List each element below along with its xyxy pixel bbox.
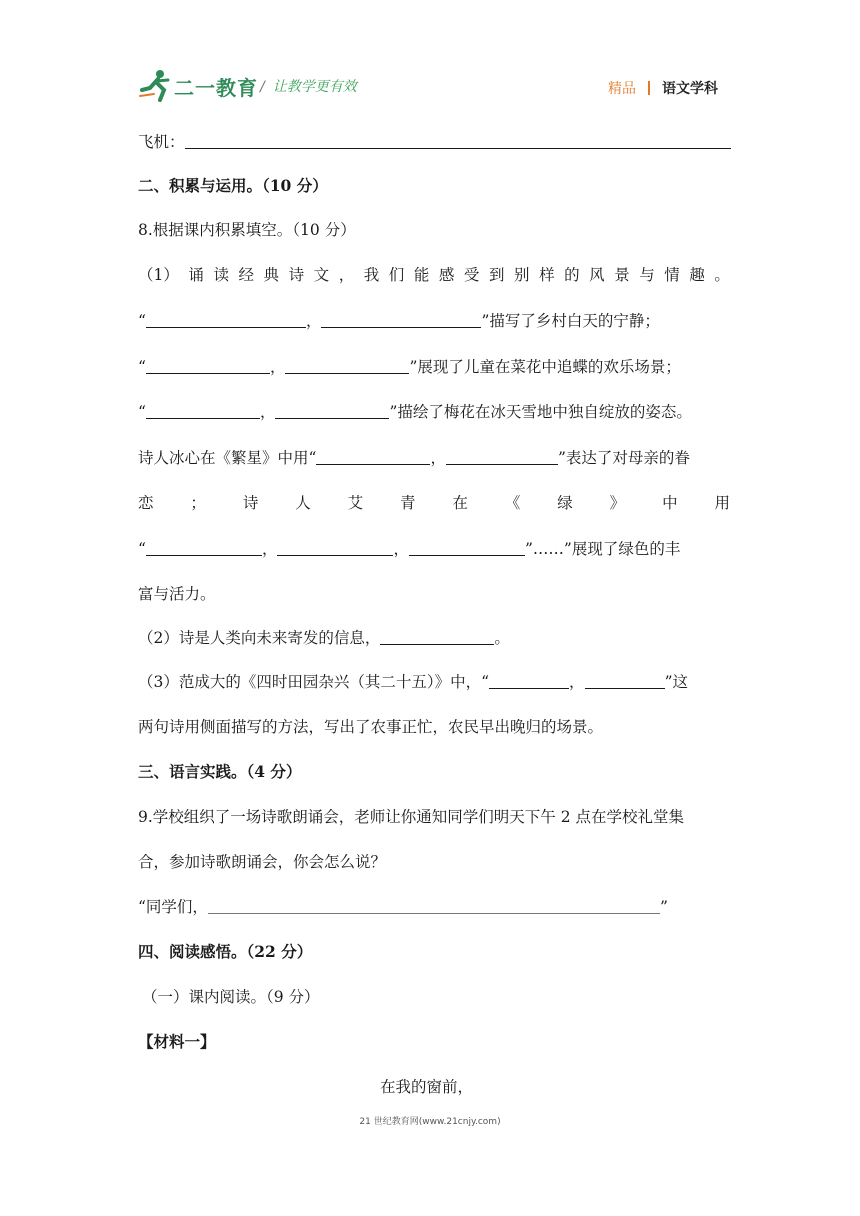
line-6 bbox=[138, 355, 681, 377]
open-quote: “ bbox=[138, 358, 146, 376]
slogan-text: 让教学更有效 bbox=[272, 79, 357, 95]
close-quote: ” bbox=[659, 898, 668, 916]
char: 风 bbox=[589, 266, 605, 284]
section-heading-4: 四、阅读感悟。（22 分） bbox=[138, 942, 313, 961]
question-9-cont: 合，参加诗歌朗诵会，你会怎么说？ bbox=[138, 853, 387, 871]
line-head: （2）诗是人类向未来寄发的信息， bbox=[138, 629, 381, 647]
subject-badge bbox=[608, 78, 718, 98]
open-quote: “ bbox=[138, 540, 146, 558]
question-9: 9.学校组织了一场诗歌朗诵会，老师让你通知同学们明天下午 2 点在学校礼堂集 bbox=[138, 808, 685, 826]
char: 的 bbox=[564, 266, 580, 284]
line-8 bbox=[138, 446, 690, 468]
slogan-slash: / bbox=[260, 79, 265, 95]
char: 中 bbox=[662, 494, 678, 512]
answer-blank[interactable] bbox=[409, 541, 525, 556]
airplane-label: 飞机： bbox=[138, 133, 185, 151]
char: ， bbox=[338, 266, 355, 284]
char: 《 bbox=[504, 494, 521, 512]
badge-premium: 精品 bbox=[608, 81, 636, 97]
line-tail: ”描写了乡村白天的宁静； bbox=[481, 312, 660, 330]
section-heading-2: 二、积累与运用。（10 分） bbox=[138, 176, 328, 195]
char: 绿 bbox=[557, 494, 573, 512]
char: 恋 bbox=[138, 494, 154, 512]
char: 青 bbox=[400, 494, 416, 512]
line-10 bbox=[138, 537, 680, 559]
answer-blank[interactable] bbox=[321, 313, 481, 328]
line-head: （3）范成大的《四时田园杂兴（其二十五）》中，“ bbox=[138, 673, 490, 691]
line-14: 两句诗用侧面描写的方法，写出了农事正忙，农民早出晚归的场景。 bbox=[138, 718, 604, 736]
comma: ， bbox=[430, 449, 446, 467]
answer-blank[interactable] bbox=[585, 674, 665, 689]
char: 人 bbox=[295, 494, 311, 512]
answer-blank[interactable] bbox=[146, 541, 262, 556]
line-head: 诗人冰心在《繁星》中用“ bbox=[138, 449, 317, 467]
line-12 bbox=[138, 626, 510, 648]
line-tail: ”表达了对母亲的眷 bbox=[557, 449, 690, 467]
char: 诵 bbox=[188, 266, 204, 284]
comma: ， bbox=[393, 540, 409, 558]
badge-subject: 语文学科 bbox=[662, 81, 718, 97]
material-label: 【材料一】 bbox=[138, 1032, 216, 1051]
comma: ， bbox=[305, 312, 322, 330]
line-18 bbox=[138, 895, 668, 917]
line-9-justified bbox=[138, 491, 730, 513]
runner-logo-icon bbox=[138, 68, 174, 102]
char: 别 bbox=[514, 266, 530, 284]
char: 受 bbox=[463, 266, 480, 284]
char: 诗 bbox=[288, 266, 305, 284]
line-tail: ”展现了儿童在菜花中追蝶的欢乐场景； bbox=[409, 358, 681, 376]
comma: ， bbox=[259, 403, 276, 421]
comma: ， bbox=[269, 358, 286, 376]
answer-blank[interactable] bbox=[489, 674, 569, 689]
char: 诗 bbox=[242, 494, 259, 512]
char: 经 bbox=[238, 266, 255, 284]
page-header bbox=[138, 66, 718, 110]
char: 样 bbox=[539, 266, 555, 284]
answer-blank[interactable] bbox=[275, 404, 389, 419]
char: （1） bbox=[138, 266, 179, 284]
logo bbox=[138, 68, 258, 102]
char: 在 bbox=[452, 494, 468, 512]
open-quote: “ bbox=[138, 403, 146, 421]
line-7 bbox=[138, 400, 692, 422]
char: 趣 bbox=[689, 266, 705, 284]
char: 文 bbox=[313, 266, 330, 284]
subsection-heading: （一）课内阅读。（9 分） bbox=[142, 988, 320, 1006]
open-quote: “ bbox=[138, 312, 146, 330]
char: 情 bbox=[664, 266, 680, 284]
slogan bbox=[260, 76, 357, 96]
answer-blank[interactable] bbox=[446, 450, 558, 465]
line-5 bbox=[138, 309, 660, 331]
line-11: 富与活力。 bbox=[138, 585, 216, 603]
answer-blank[interactable] bbox=[146, 313, 306, 328]
answer-blank[interactable] bbox=[146, 359, 270, 374]
char: 景 bbox=[614, 266, 630, 284]
logo-text: 二一教育 bbox=[174, 76, 258, 100]
answer-blank[interactable] bbox=[277, 541, 393, 556]
char: 。 bbox=[714, 266, 730, 284]
answer-blank[interactable] bbox=[185, 134, 731, 149]
page-footer: 21 世纪教育网(www.21cnjy.com) bbox=[359, 1117, 501, 1127]
section-heading-3: 三、语言实践。（4 分） bbox=[138, 762, 302, 781]
char: 艾 bbox=[347, 494, 364, 512]
char: 能 bbox=[413, 266, 430, 284]
answer-blank[interactable] bbox=[380, 630, 494, 645]
answer-blank[interactable] bbox=[146, 404, 260, 419]
answer-blank[interactable] bbox=[316, 450, 430, 465]
char: ； bbox=[190, 494, 206, 512]
char: 感 bbox=[438, 266, 455, 284]
char: 们 bbox=[388, 266, 405, 284]
char: 用 bbox=[714, 494, 730, 512]
char: 》 bbox=[609, 494, 626, 512]
badge-divider bbox=[648, 81, 650, 95]
char: 典 bbox=[263, 266, 280, 284]
poem-line: 在我的窗前， bbox=[380, 1078, 474, 1096]
line-4-justified bbox=[138, 263, 730, 285]
answer-blank[interactable] bbox=[208, 899, 660, 914]
question-8: 8.根据课内积累填空。（10 分） bbox=[138, 221, 356, 239]
line-airplane bbox=[138, 130, 731, 152]
comma: ， bbox=[569, 673, 585, 691]
char: 读 bbox=[213, 266, 229, 284]
answer-blank[interactable] bbox=[285, 359, 409, 374]
char: 与 bbox=[639, 266, 655, 284]
comma: ， bbox=[261, 540, 278, 558]
char: 我 bbox=[363, 266, 380, 284]
char: 到 bbox=[488, 266, 505, 284]
line-tail: ”这 bbox=[664, 673, 688, 691]
line-13 bbox=[138, 670, 688, 692]
line-head: “同学们， bbox=[138, 898, 208, 916]
line-tail: 。 bbox=[494, 629, 510, 647]
line-tail: ”描绘了梅花在冰天雪地中独自绽放的姿态。 bbox=[389, 403, 692, 421]
line-tail: ”……”展现了绿色的丰 bbox=[524, 540, 681, 558]
